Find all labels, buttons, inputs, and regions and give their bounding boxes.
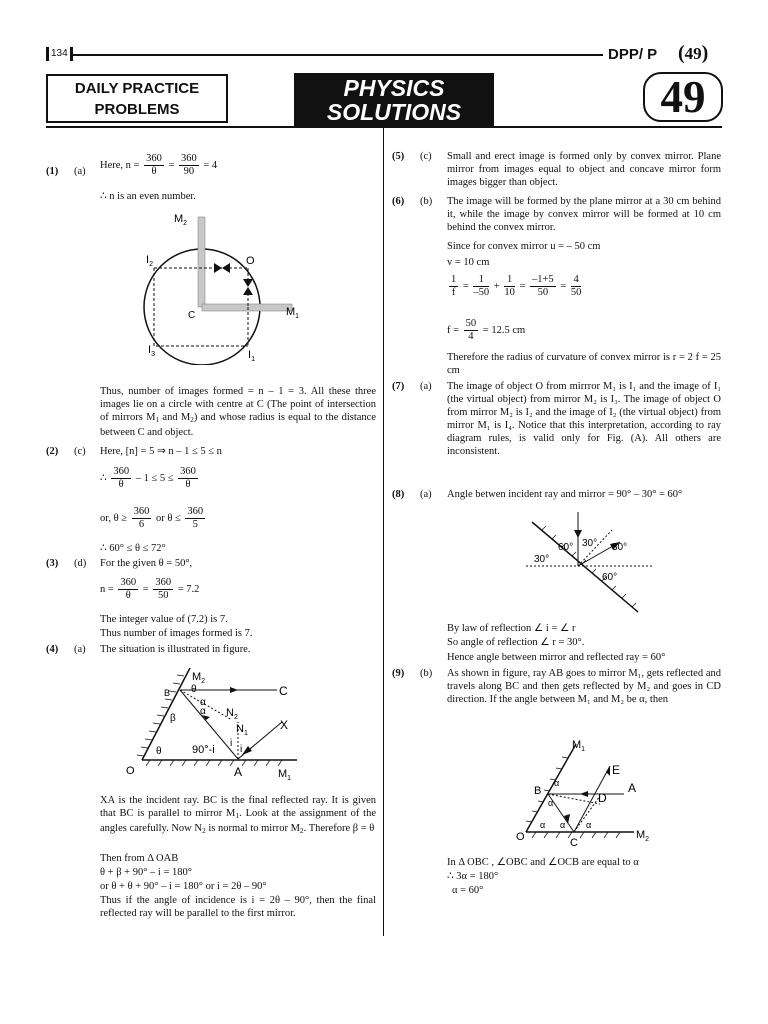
svg-text:B: B <box>164 688 171 698</box>
label-C: C <box>188 310 196 321</box>
q7-option: (a) <box>420 381 432 392</box>
q6-option: (b) <box>420 196 433 207</box>
q4-option: (a) <box>74 644 86 655</box>
q5-option: (c) <box>420 151 432 162</box>
q6-number: (6) <box>392 196 405 207</box>
figure-q8-reflection <box>526 508 656 616</box>
svg-text:30°: 30° <box>612 542 628 553</box>
svg-text:α: α <box>560 820 566 830</box>
svg-text:α: α <box>554 778 560 788</box>
q3-number: (3) <box>46 558 59 569</box>
svg-text:60°: 60° <box>602 572 618 583</box>
q3-line1: For the given θ = 50°, <box>100 558 193 569</box>
svg-text:α: α <box>200 697 206 708</box>
q6-line5: Therefore the radius of curvature of convex mirror is r = 2 f = 25 cm <box>447 352 721 376</box>
q2-frac3: $\frac{360}{6}$ <box>133 506 150 530</box>
svg-text:60°: 60° <box>558 542 574 553</box>
svg-text:C: C <box>570 837 578 848</box>
daily-practice-line2: PROBLEMS <box>94 101 180 118</box>
svg-text:N2: $N_2$ <box>226 707 238 721</box>
q7-text: The image of object O from mirrror M₁ is I₁ and the image of I₁ (the virtual object) from mirror M₂ is I₃. The image of object O from mirror M₂ is I₂ and the image of I₂ (the virtual object) from mirror M₁ is I₄. Notice that this interpretation, according to ray diagram rules, is valid only for Fig. (A). All others are inconsistent. <box>447 381 721 457</box>
label-I3: $I_3$ <box>148 344 155 358</box>
svg-text:θ: θ <box>191 684 197 695</box>
banner-line1: PHYSICS <box>343 75 445 101</box>
q2-frac4: $\frac{360}{5}$ <box>187 506 204 530</box>
svg-text:B: B <box>534 785 542 797</box>
figure-q1-mirrors-circle <box>130 205 310 365</box>
label-O: O <box>246 255 255 267</box>
q1-frac2: $\frac{360}{90}$ <box>181 153 197 177</box>
q3-frac1: $\frac{360}{\theta}$ <box>120 577 137 601</box>
q4-line4: or θ + θ + 90° – i = 180° or i = 2θ – 90° <box>100 881 267 892</box>
q2-line2: ∴ $\frac{360}{\theta}$ – 1 ≤ 5 ≤ $\frac{360}{\theta}$ <box>100 466 196 490</box>
arrow-head-3 <box>243 279 253 287</box>
q1-option: (a) <box>74 166 86 177</box>
mirror <box>532 522 638 612</box>
q8-line3: So angle of reflection ∠ r = 30°. <box>447 637 585 648</box>
q2-line1: Here, [n] = 5 ⇒ n – 1 ≤ 5 ≤ n <box>100 446 222 457</box>
svg-text:M1: $M_1$ <box>278 768 292 782</box>
q2-option: (c) <box>74 446 86 457</box>
q3-line3: The integer value of (7.2) is 7. <box>100 614 228 625</box>
q6-lens-equation: $\frac{1}{f}$ = $\frac{1}{-50}$ + $\frac{1}{10}$ = $\frac{-1+5}{50}$ = $\frac{4}{50}$ <box>451 274 582 298</box>
q7-number: (7) <box>392 381 405 392</box>
q4-line1: The situation is illustrated in figure. <box>100 644 251 655</box>
q6-line2: Since for convex mirror u = – 50 cm <box>447 241 601 252</box>
q1-even-line: ∴ n is an even number. <box>100 191 196 202</box>
banner-line2: SOLUTIONS <box>326 99 462 125</box>
figure-q4-two-mirrors <box>122 662 312 782</box>
svg-text:α: α <box>540 820 546 830</box>
label-I2: $I_2$ <box>146 254 153 268</box>
svg-text:M1: $M_1$ <box>572 739 586 753</box>
q3-option: (d) <box>74 558 87 569</box>
q6-text: The image will be formed by the plane mirror at a 30 cm behind it, while the image by convex mirror will be formed at 10 cm behind the convex mirror. <box>447 196 721 233</box>
q8-line4: Hence angle between mirror and reflected ray = 60° <box>447 652 666 663</box>
mirror-m2 <box>198 217 205 307</box>
label-M2: $M_2$ <box>174 213 188 227</box>
svg-text:C: C <box>279 684 288 698</box>
arrow-head-4 <box>243 287 253 295</box>
q3-line2: n = $\frac{360}{\theta}$ = $\frac{360}{50}$ = 7.2 <box>100 577 200 601</box>
svg-text:M2: $M_2$ <box>636 829 650 843</box>
q8-text: Angle betwen incident ray and mirror = 90° – 30° = 60° <box>447 489 683 500</box>
arrow-head-2 <box>222 263 230 273</box>
svg-text:θ: θ <box>156 746 162 757</box>
svg-text:M2: $M_2$ <box>192 671 206 685</box>
q4-number: (4) <box>46 644 59 655</box>
mirror-m2 <box>142 668 190 760</box>
q8-number: (8) <box>392 489 405 500</box>
svg-text:i: i <box>230 738 233 749</box>
svg-text:90°-i: 90°-i <box>192 744 215 756</box>
dpp-label: DPP/ P <box>608 46 658 63</box>
q9-option: (b) <box>420 668 433 679</box>
svg-text:E: E <box>612 763 621 777</box>
q1-conclusion: Thus, number of images formed = n – 1 = 3. All these three images lie on a circle with centre at C (The point of intersection of mirrors $M_1$ and $M_2$) and whose radius is equal to the distance between C and object. <box>100 386 376 438</box>
svg-text:D: D <box>598 791 607 805</box>
svg-text:A: A <box>628 781 637 795</box>
big-number: 49 <box>660 72 706 122</box>
q6-line3: v = 10 cm <box>447 257 490 268</box>
q2-line3: or, θ ≥ $\frac{360}{6}$ or θ ≤ $\frac{360}{5}$ <box>100 506 204 530</box>
q9-line2: In Δ OBC , ∠OBC and ∠OCB are equal to α <box>447 857 639 868</box>
figure-q9-two-mirrors <box>514 736 664 848</box>
svg-text:X: X <box>280 718 289 732</box>
q2-line4: ∴ 60° ≤ θ ≤ 72° <box>100 543 166 554</box>
q9-number: (9) <box>392 668 405 679</box>
dpp-number: 49 <box>684 44 702 63</box>
svg-text:30°: 30° <box>534 554 550 565</box>
svg-text:O: O <box>126 765 135 777</box>
svg-text:N1: $N_1$ <box>236 723 248 737</box>
q9-text: As shown in figure, ray AB goes to mirror M₁, gets reflected and travels along BC and then gets reflected by M₂ and goes in CD direction. If the angle between M₁ and M₂ be α, then <box>447 668 721 705</box>
q4-line3: θ + β + 90° – i = 180° <box>100 867 192 878</box>
arrow-head-1 <box>214 263 222 273</box>
q1-equation: Here, n = $\frac{360}{\theta}$ = $\frac{360}{90}$ = 4 <box>100 153 218 177</box>
dpp-number-bracket: (49) <box>678 42 709 64</box>
q3-frac2: $\frac{360}{50}$ <box>155 577 172 601</box>
q5-number: (5) <box>392 151 405 162</box>
svg-text:i: i <box>240 744 243 755</box>
q1-frac1: $\frac{360}{\theta}$ <box>146 153 162 177</box>
q2-frac1: $\frac{360}{\theta}$ <box>113 466 130 490</box>
q4-paragraph: XA is the incident ray. BC is the final reflected ray. It is given that BC is parallel to mirror $M_1$. Look at the assignment of the angles carefully. Now $N_2$ is normal to mirror $M_2$. Therefore β = θ <box>100 795 377 835</box>
svg-text:α: α <box>548 798 554 808</box>
daily-practice-line1: DAILY PRACTICE <box>74 80 200 97</box>
q2-frac2: $\frac{360}{\theta}$ <box>180 466 196 490</box>
label-M1: $M_1$ <box>286 306 300 320</box>
label-I1: $I_1$ <box>248 349 255 363</box>
q8-line2: By law of reflection ∠ i = ∠ r <box>447 623 576 634</box>
q9-line3: ∴ 3α = 180° <box>447 871 499 882</box>
q6-focal-length: f = $\frac{50}{4}$ = 12.5 cm <box>447 318 526 342</box>
q2-number: (2) <box>46 446 59 457</box>
page-number: 134 <box>51 48 68 59</box>
q1-number: (1) <box>46 166 59 177</box>
q8-option: (a) <box>420 489 432 500</box>
svg-text:β: β <box>170 713 176 724</box>
q5-text: Small and erect image is formed only by convex mirror. Plane mirror from images equal to object and concave mirror form images bigger than object. <box>447 151 721 188</box>
svg-text:α: α <box>586 820 592 830</box>
mirror-m1 <box>202 304 292 311</box>
q9-line4: α = 60° <box>452 885 484 896</box>
q4-line2: Then from Δ OAB <box>100 853 179 864</box>
q4-line5: Thus if the angle of incidence is i = 2θ – 90°, then the final reflected ray will be parallel to the first mirror. <box>100 895 376 919</box>
svg-text:O: O <box>516 831 525 843</box>
svg-text:A: A <box>234 765 243 779</box>
svg-text:30°: 30° <box>582 538 598 549</box>
svg-text:α: α <box>200 706 206 717</box>
q3-line4: Thus number of images formed is 7. <box>100 628 253 639</box>
